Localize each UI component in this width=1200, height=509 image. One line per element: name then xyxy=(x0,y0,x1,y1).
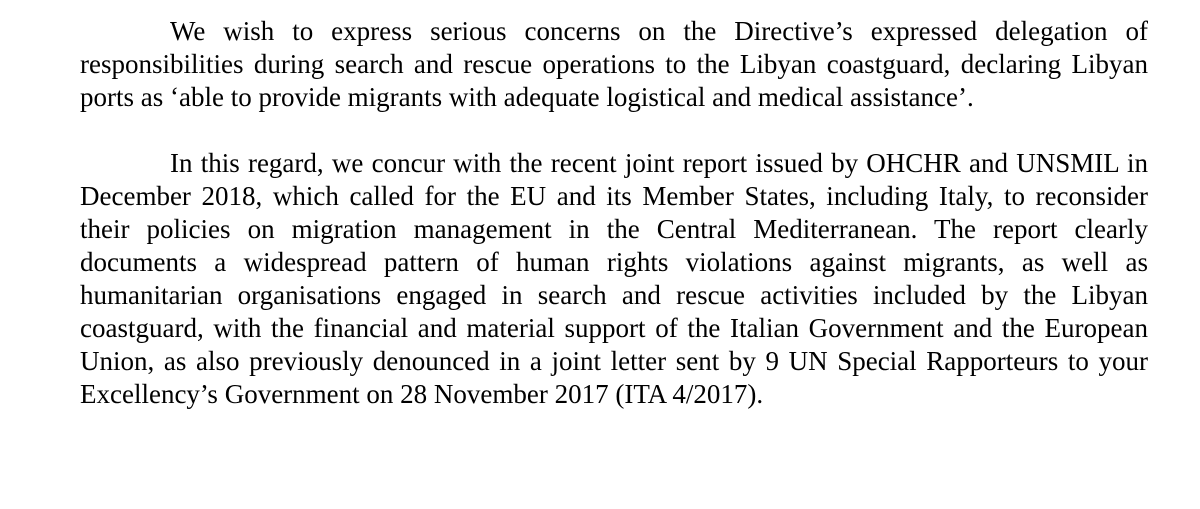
document-body xyxy=(80,15,1148,411)
paragraph-joint-report: In this regard, we concur with the recent joint report issued by OHCHR and UNSMIL in December 2018, which called for the EU and its Member States, including Italy, to reconsider their policies on migration management in the Central Mediterranean. The report clearly documents a widespread pattern of human rights violations against migrants, as well as humanitarian organisations engaged in search and rescue activities included by the Libyan coastguard, with the financial and material support of the Italian Government and the European Union, as also previously denounced in a joint letter sent by 9 UN Special Rapporteurs to your Excellency’s Government on 28 November 2017 (ITA 4/2017). xyxy=(80,148,1148,409)
paragraph-concerns: We wish to express serious concerns on the Directive’s expressed delegation of responsibilities during search and rescue operations to the Libyan coastguard, declaring Libyan ports as ‘able to provide migrants with adequate logistical and medical assistance’. xyxy=(80,16,1148,112)
